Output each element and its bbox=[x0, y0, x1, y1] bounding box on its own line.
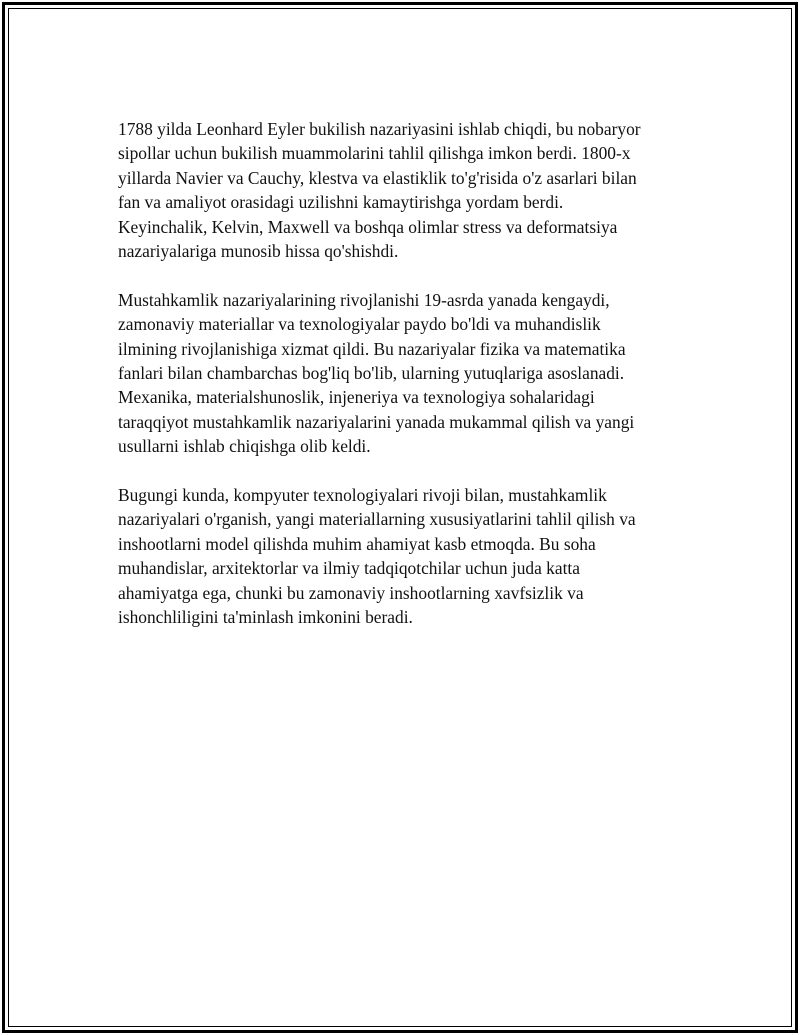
text-line: usullarni ishlab chiqishga olib keldi. bbox=[118, 436, 371, 457]
text-line: nazariyalariga munosib hissa qo'shishdi. bbox=[118, 241, 399, 262]
text-line: nazariyalari o'rganish, yangi materiallarning xususiyatlarini tahlil qilish va bbox=[118, 509, 636, 530]
text-line: 1788 yilda Leonhard Eyler bukilish nazariyasini ishlab chiqdi, bu nobaryor bbox=[118, 119, 641, 139]
text-line: ilmining rivojlanishiga xizmat qildi. Bu nazariyalar fizika va matematika bbox=[118, 338, 626, 359]
text-line: yillarda Navier va Cauchy, klestva va elastiklik to'g'risida o'z asarlari bilan bbox=[118, 167, 637, 188]
text-line: Keyinchalik, Kelvin, Maxwell va boshqa olimlar stress va deformatsiya bbox=[118, 216, 618, 237]
text-line: ishonchliligini ta'minlash imkonini beradi. bbox=[118, 607, 413, 628]
text-line: Mustahkamlik nazariyalarining rivojlanishi 19-asrda yanada kengaydi, bbox=[118, 289, 610, 310]
text-line: zamonaviy materiallar va texnologiyalar paydo bo'ldi va muhandislik bbox=[118, 314, 601, 335]
text-line: fanlari bilan chambarchas bog'liq bo'lib, ularning yutuqlariga asoslanadi. bbox=[118, 363, 625, 384]
paragraph-2 bbox=[118, 288, 698, 459]
text-line: Mexanika, materialshunoslik, injeneriya va texnologiya sohalaridagi bbox=[118, 387, 595, 408]
paragraph-3 bbox=[118, 483, 698, 629]
paragraph-1 bbox=[118, 117, 698, 263]
document-body bbox=[118, 117, 698, 654]
text-line: inshootlarni model qilishda muhim ahamiyat kasb etmoqda. Bu soha bbox=[118, 533, 596, 554]
text-line: Bugungi kunda, kompyuter texnologiyalari rivoji bilan, mustahkamlik bbox=[118, 485, 607, 506]
text-line: muhandislar, arxitektorlar va ilmiy tadqiqotchilar uchun juda katta bbox=[118, 558, 580, 579]
text-line: fan va amaliyot orasidagi uzilishni kamaytirishga yordam berdi. bbox=[118, 192, 564, 213]
text-line: taraqqiyot mustahkamlik nazariyalarini yanada mukammal qilish va yangi bbox=[118, 411, 635, 432]
text-line: ahamiyatga ega, chunki bu zamonaviy inshootlarning xavfsizlik va bbox=[118, 582, 584, 603]
text-line: sipollar uchun bukilish muammolarini tahlil qilishga imkon berdi. 1800-x bbox=[118, 143, 631, 164]
